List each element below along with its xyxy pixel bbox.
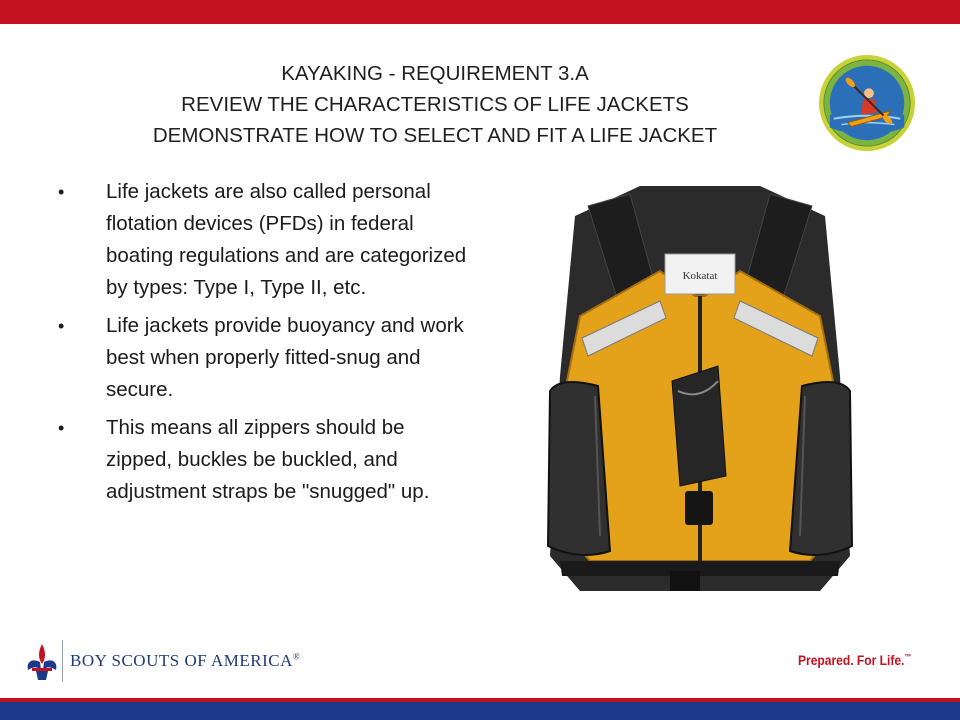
slide-title [110, 58, 760, 151]
vest-label-text: Kokatat [682, 270, 718, 282]
title-line-2: REVIEW THE CHARACTERISTICS OF LIFE JACKETS [181, 93, 689, 116]
bullet-item [58, 310, 468, 406]
bullet-dot: • [58, 182, 65, 202]
bullet-item [58, 412, 468, 508]
org-registered-mark: ® [292, 651, 301, 662]
bottom-blue-stripe [0, 702, 960, 720]
tagline-text: Prepared. For Life. [798, 652, 905, 668]
org-name-text: BOY SCOUTS OF AMERICA [70, 651, 293, 670]
bullet-text: This means all zippers should be zipped, buckles be buckled, and adjustment straps be "snugged" up. [106, 416, 430, 503]
top-accent-bar [0, 0, 960, 24]
footer-tagline [798, 652, 911, 668]
bottom-accent-bar [0, 698, 960, 720]
bullet-dot: • [58, 418, 65, 438]
bullet-list [58, 176, 468, 514]
bullet-item [58, 176, 468, 304]
tagline-trademark: ™ [904, 652, 912, 662]
kayaking-merit-badge-icon [818, 54, 916, 152]
bullet-dot: • [58, 316, 65, 336]
title-line-1: KAYAKING - REQUIREMENT 3.A [281, 62, 589, 85]
bullet-text: Life jackets are also called personal flotation devices (PFDs) in federal boating regulations and are categorized by types: Type I, Type II, etc. [106, 180, 467, 299]
bullet-text: Life jackets provide buoyancy and work best when properly fitted-snug and secure. [106, 314, 464, 401]
footer-divider [62, 640, 63, 682]
title-line-3: DEMONSTRATE HOW TO SELECT AND FIT A LIFE JACKET [152, 124, 718, 147]
footer-org-name [70, 651, 300, 671]
bsa-fleur-de-lis-logo-icon [22, 640, 72, 684]
life-jacket-image [520, 176, 880, 606]
